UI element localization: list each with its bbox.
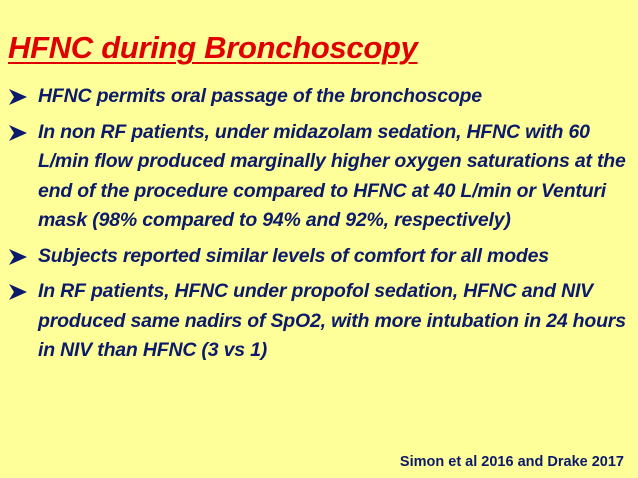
- arrow-bullet-icon: [8, 124, 28, 142]
- citation: Simon et al 2016 and Drake 2017: [399, 454, 624, 470]
- arrow-bullet-icon: [8, 88, 28, 106]
- list-item: [8, 242, 630, 272]
- list-item: [8, 277, 630, 366]
- bullet-text: In non RF patients, under midazolam sedation, HFNC with 60 L/min flow produced marginally higher oxygen saturations at the end of the procedure compared to HFNC at 40 L/min or Venturi mask (98% compared to 94% and 92%, respectively): [38, 120, 626, 231]
- list-item: [8, 118, 630, 236]
- bullet-text: HFNC permits oral passage of the bronchoscope: [38, 85, 482, 107]
- bullet-text: Subjects reported similar levels of comfort for all modes: [38, 244, 549, 267]
- bullet-list: [8, 82, 630, 372]
- arrow-bullet-icon: [8, 283, 28, 301]
- slide-title: HFNC during Bronchoscopy: [8, 30, 418, 65]
- list-item: [8, 82, 630, 112]
- bullet-text: In RF patients, HFNC under propofol sedation, HFNC and NIV produced same nadirs of SpO2, with more intubation in 24 hours in NIV than HFNC (3 vs 1): [38, 280, 626, 361]
- arrow-bullet-icon: [8, 248, 28, 266]
